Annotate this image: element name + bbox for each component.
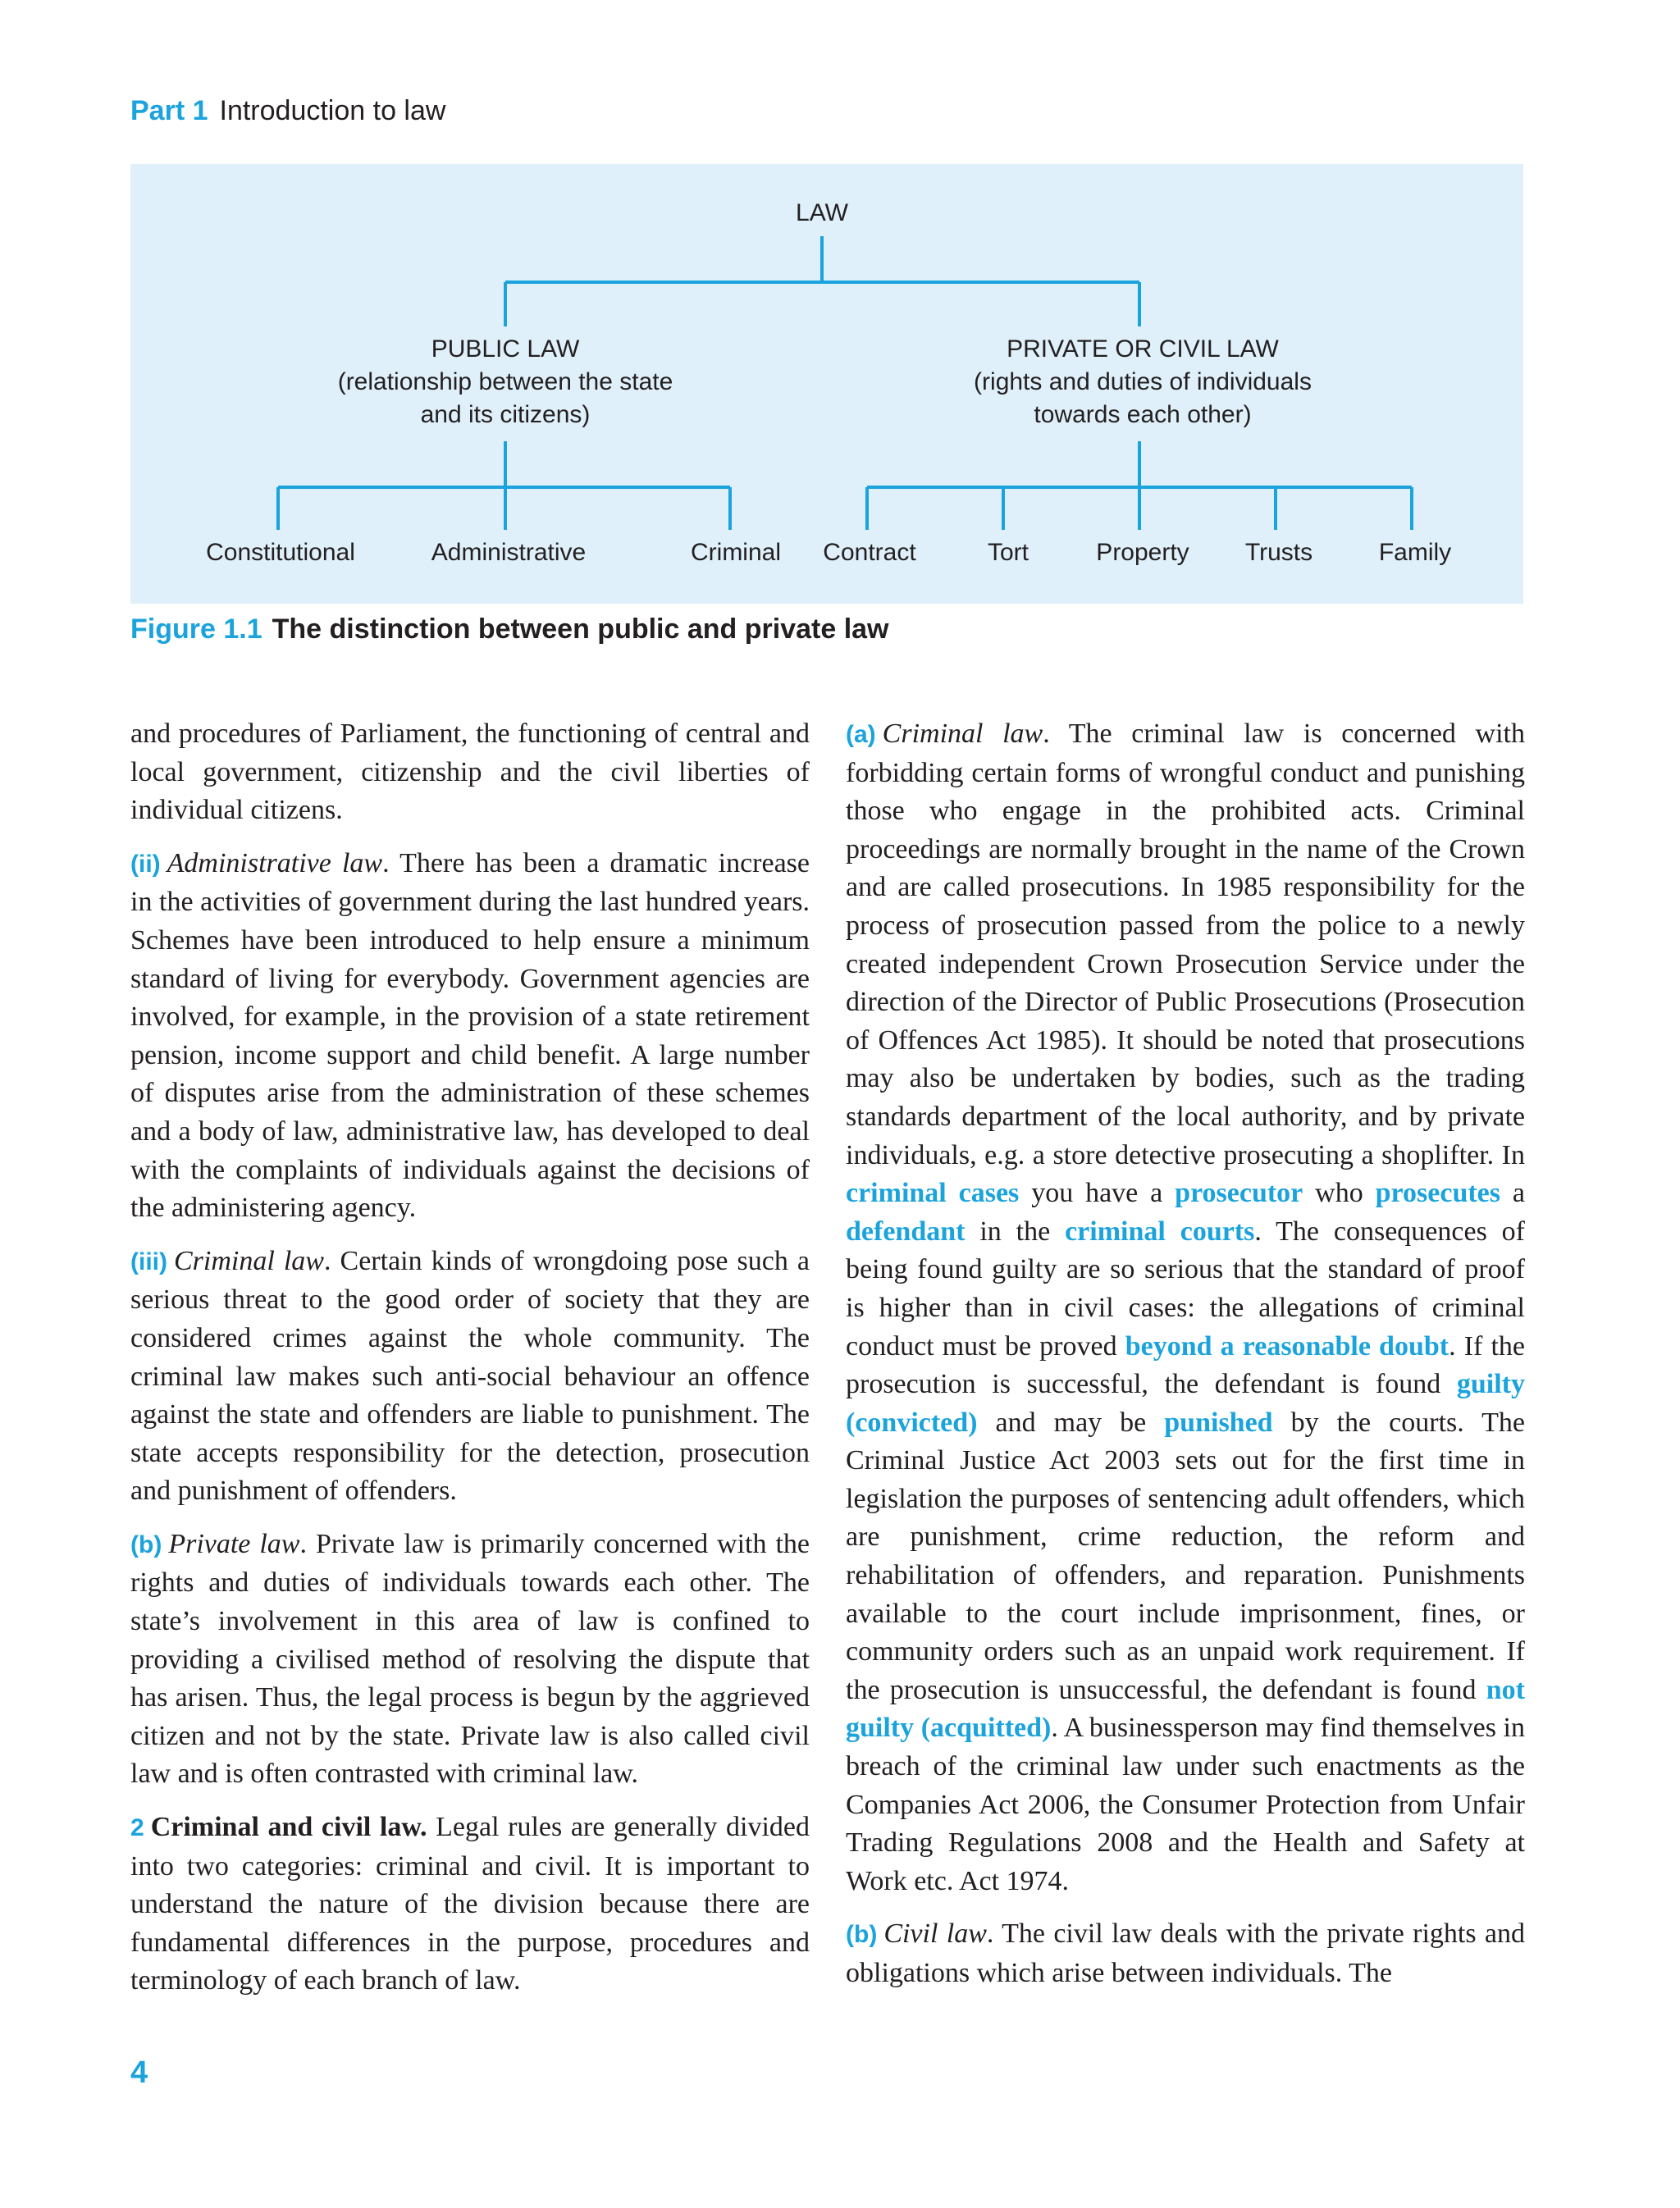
paragraph-criminal-and-civil	[130, 1809, 810, 2000]
paragraph-text: . If the prosecution is successful, the defendant is found	[846, 1330, 1526, 1400]
item-title: Administrative law	[167, 847, 383, 878]
paragraph-text: . Certain kinds of wrongdoing pose such a serious threat to the good order of society that they are considered crimes against the whole community. The criminal law makes such anti-social behaviour an offence against the state and offenders are liable to punishment. The state accepts responsibility for the detection, prosecution and punishment of offenders.	[130, 1245, 810, 1507]
figure-caption-text: The distinction between public and private law	[272, 614, 889, 645]
part-label: Part 1	[130, 95, 208, 126]
figure-law-diagram	[130, 164, 1523, 604]
paragraph	[130, 715, 810, 830]
item-title: Civil law	[883, 1918, 987, 1950]
paragraph-private-law	[130, 1526, 810, 1794]
private-law-desc-1: (rights and duties of individuals	[974, 368, 1312, 395]
node-constitutional: Constitutional	[206, 539, 355, 566]
keyword: defendant	[846, 1216, 966, 1247]
paragraph-text: who	[1303, 1178, 1376, 1209]
paragraph-text: Legal rules are generally divided into two categories: criminal and civil. It is important to understand the nature of the division because there are fundamental differences in the purpose, procedures and terminology of each branch of law.	[130, 1812, 810, 1996]
keyword: criminal cases	[846, 1178, 1020, 1209]
item-title: Criminal law	[882, 719, 1043, 749]
figure-number: Figure 1.1	[130, 614, 262, 645]
paragraph-text: . There has been a dramatic increase in the activities of government during the last hundred years. Schemes have been introduced to help ensure a minimum standard of living for everybody. Government agencies are involved, for example, in the provision of a state retirement pension, income support and child benefit. A large number of disputes arise from the administration of these schemes and a body of law, administrative law, has developed to deal with the complaints of individuals against the decisions of the administering agency.	[130, 847, 810, 1224]
public-law-title: PUBLIC LAW	[431, 335, 580, 363]
keyword: prosecutes	[1375, 1178, 1500, 1209]
node-criminal: Criminal	[690, 539, 782, 566]
paragraph-civil-law	[846, 1915, 1525, 1992]
paragraph-text: by the courts. The Criminal Justice Act 2003 sets out for the first time in legislation the purposes of sentencing adult offenders, which are punishment, crime reduction, the reform and rehabilitation of offenders, and reparation. Punishments available to the court include imprisonment, fines, or community orders such as an unpaid work requirement. If the prosecution is unsuccessful, the defendant is found	[846, 1407, 1525, 1705]
node-public-law	[338, 333, 673, 431]
keyword: criminal courts	[1065, 1216, 1255, 1247]
paragraph-text: . Private law is primarily concerned with the rights and duties of individuals towards each other. The state’s involvement in this area of law is confined to providing a civilised method of resolving the dispute that has arisen. Thus, the legal process is begun by the aggrieved citizen and not by the state. Private law is also called civil law and is often contrasted with criminal law.	[130, 1528, 810, 1790]
node-contract: Contract	[823, 539, 916, 566]
item-title: Criminal and civil law.	[150, 1812, 427, 1843]
public-law-desc-2: and its citizens)	[420, 401, 591, 428]
right-column	[846, 715, 1525, 2008]
paragraph-text: . The criminal law is concerned with forbidding certain forms of wrongful conduct and punishing those who engage in the prohibited acts. Criminal proceedings are normally brought in the name of the Crown and are called prosecutions. In 1985 responsibility for the process of prosecution passed from the police to a newly created independent Crown Prosecution Service under the direction of the Director of Public Prosecutions (Prosecution of Offences Act 1985). It should be noted that prosecutions may also be undertaken by bodies, such as the trading standards department of the local authority, and by private individuals, e.g. a store detective prosecuting a shoplifter. In	[846, 719, 1525, 1170]
keyword: beyond a reasonable doubt	[1125, 1330, 1449, 1362]
private-law-title: PRIVATE OR CIVIL LAW	[1007, 335, 1279, 363]
item-label: (b)	[846, 1921, 878, 1949]
keyword: prosecutor	[1175, 1178, 1303, 1209]
chapter-title: Introduction to law	[219, 95, 446, 126]
item-label: (b)	[130, 1531, 162, 1558]
figure-caption	[130, 614, 889, 646]
keyword: punished	[1164, 1407, 1273, 1438]
node-trusts: Trusts	[1244, 539, 1313, 566]
paragraph-text: . The consequences of being found guilty are so serious that the standard of proof is higher than in civil cases: the allegations of criminal conduct must be proved	[846, 1216, 1525, 1362]
paragraph-text: and procedures of Parliament, the functioning of central and local government, citizenship and the civil liberties of individual citizens.	[130, 719, 810, 826]
paragraph-text: in the	[965, 1216, 1066, 1247]
node-administrative: Administrative	[431, 539, 587, 566]
node-private-law	[974, 333, 1312, 431]
item-title: Private law	[168, 1528, 300, 1559]
paragraph-text: you have a	[1019, 1178, 1176, 1209]
node-law: LAW	[796, 199, 848, 226]
node-family: Family	[1378, 539, 1452, 566]
private-law-desc-2: towards each other)	[1034, 401, 1252, 428]
item-label: (iii)	[130, 1248, 167, 1275]
paragraph-text: . A businessperson may find themselves in breach of the criminal law under such enactments as the Companies Act 2006, the Consumer Protection from Unfair Trading Regulations 2008 and the Health and Safety at Work etc. Act 1974.	[846, 1713, 1525, 1896]
page-number: 4	[130, 2055, 148, 2090]
running-header	[130, 95, 445, 127]
item-title: Criminal law	[174, 1245, 324, 1276]
paragraph-text: a	[1500, 1178, 1525, 1209]
paragraph-text: . The civil law deals with the private rights and obligations which arise between individuals. The	[846, 1918, 1525, 1988]
item-label: (ii)	[130, 850, 161, 878]
public-law-desc-1: (relationship between the state	[337, 368, 673, 395]
paragraph-criminal-law	[130, 1243, 810, 1511]
left-column	[130, 715, 810, 2015]
keyword: not guilty (acquitted)	[846, 1674, 1525, 1744]
paragraph-administrative-law	[130, 845, 810, 1228]
paragraph-criminal-law-detail	[846, 715, 1525, 1900]
paragraph-text: and may be	[977, 1407, 1165, 1438]
keyword: guilty (convicted)	[846, 1369, 1525, 1438]
item-label: (a)	[846, 721, 876, 748]
node-tort: Tort	[987, 539, 1029, 566]
item-label: 2	[130, 1814, 144, 1842]
node-property: Property	[1096, 539, 1189, 566]
